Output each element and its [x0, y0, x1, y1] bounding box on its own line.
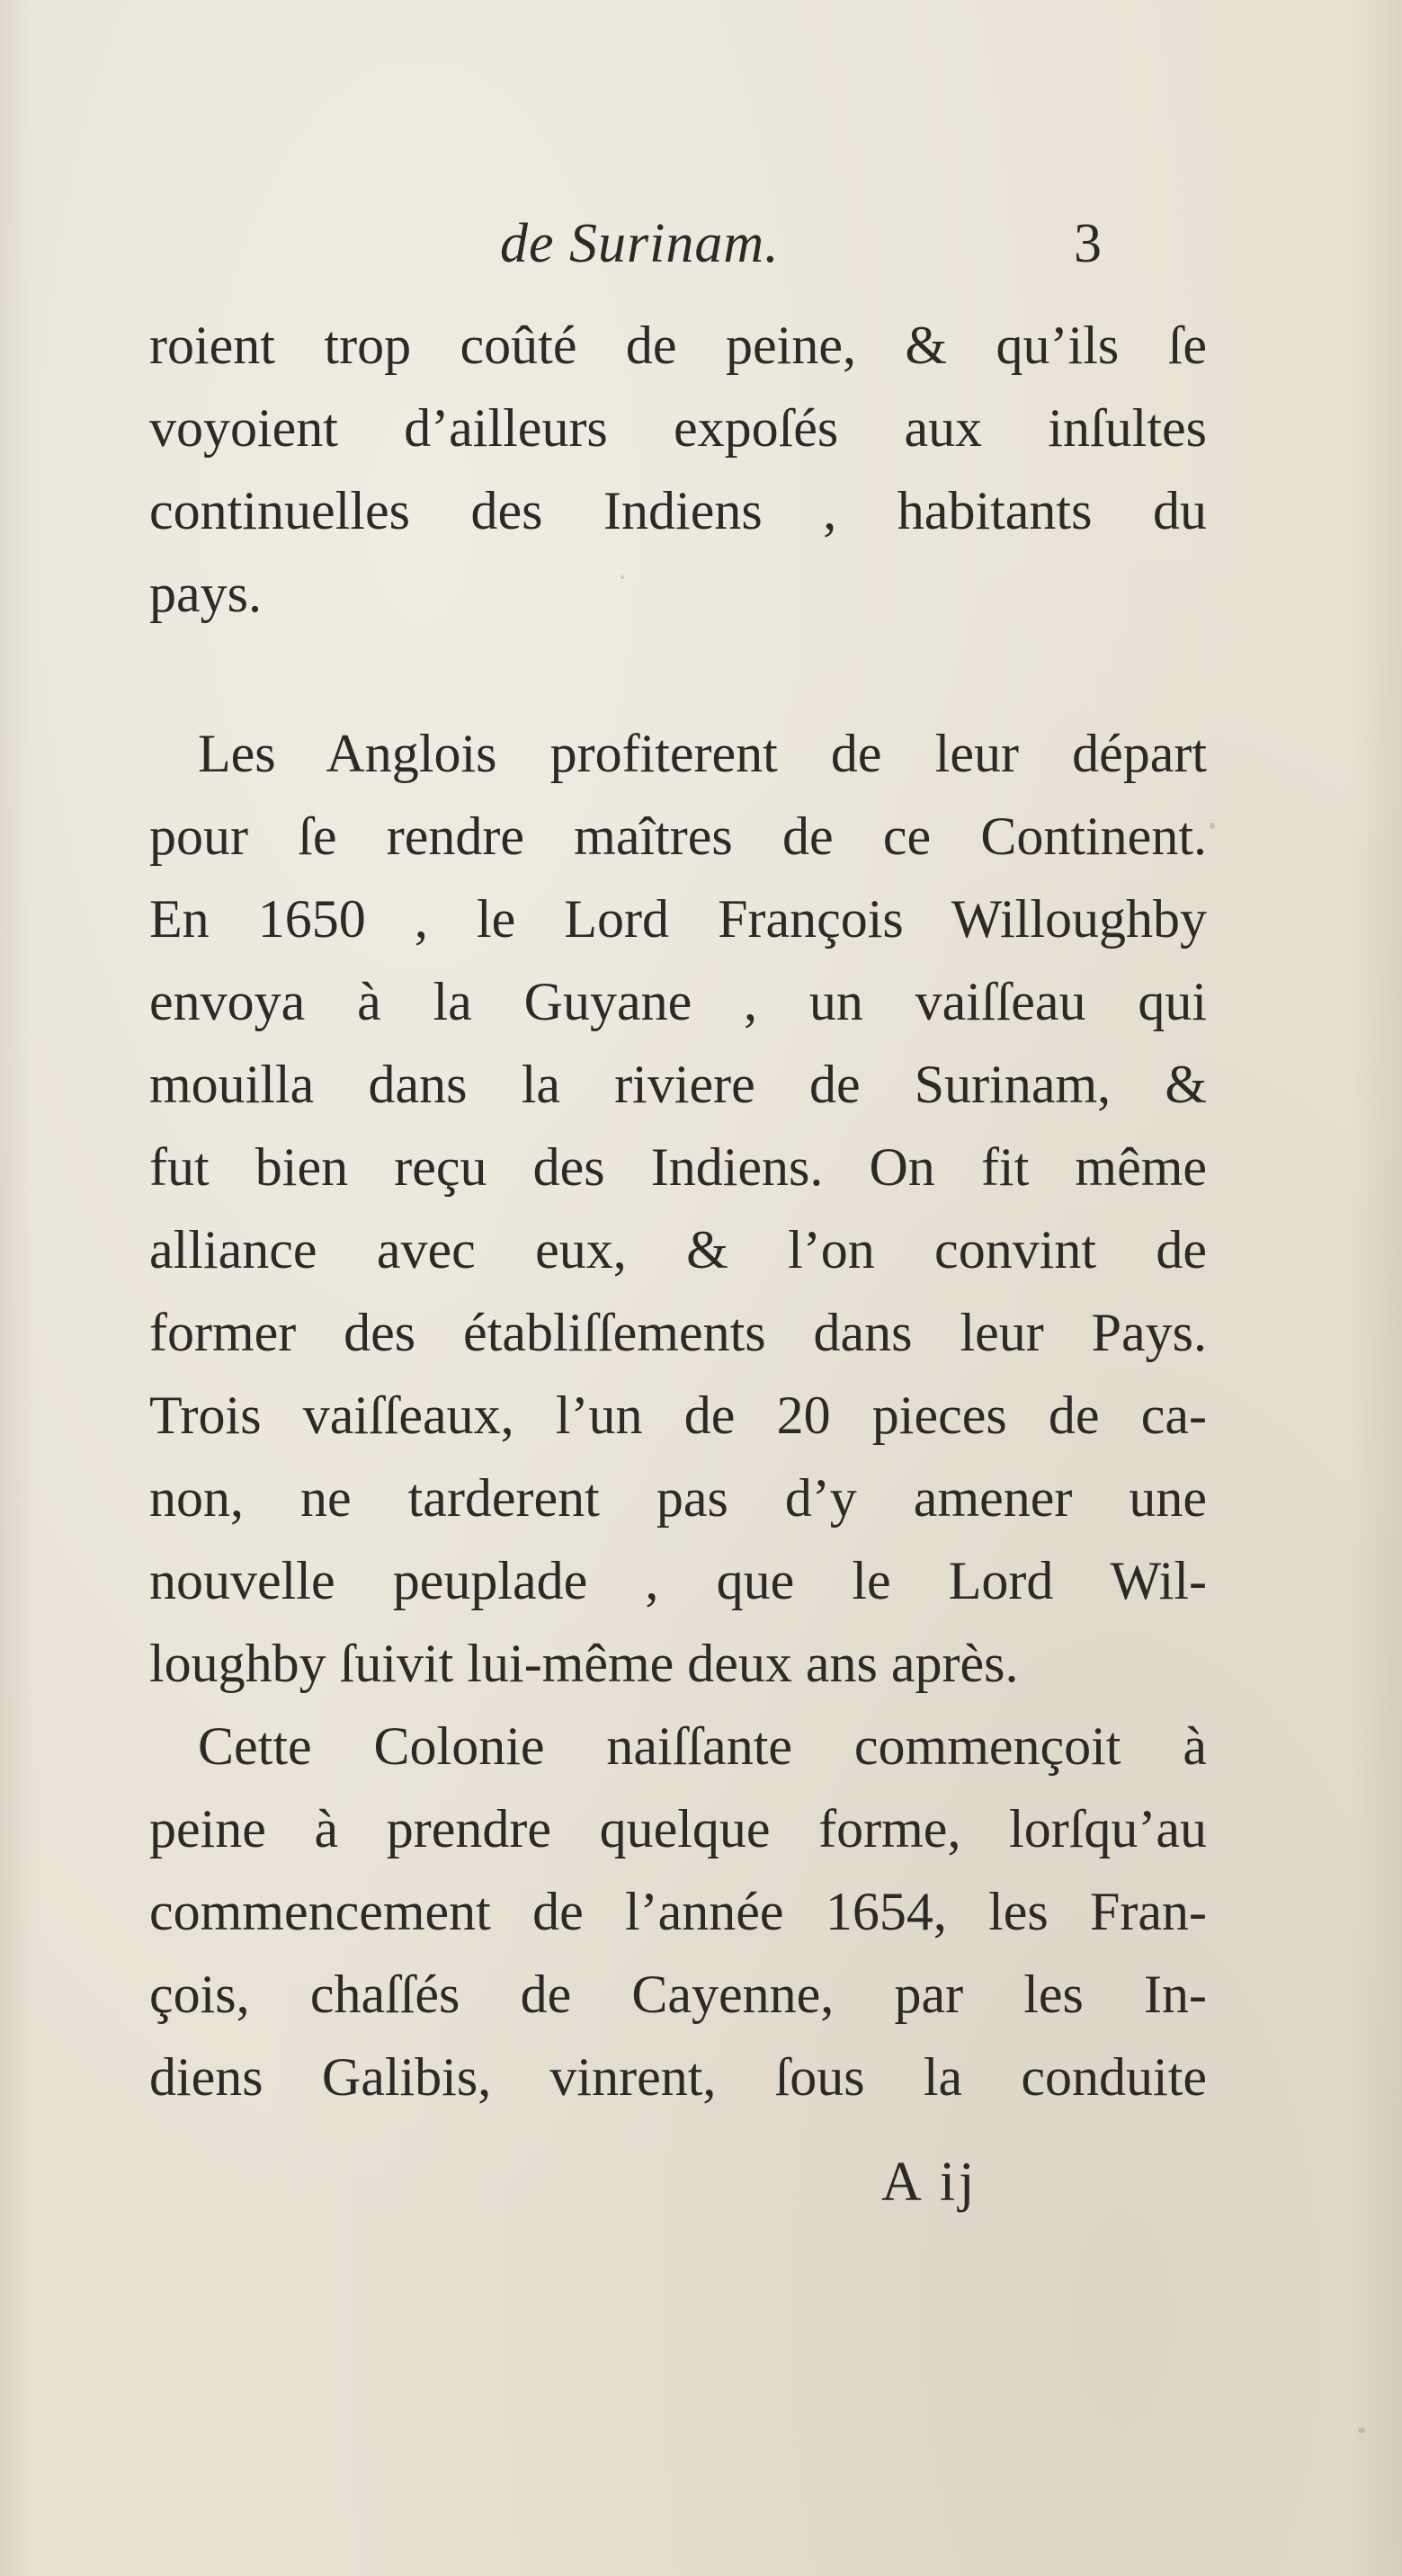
foxing-spot	[621, 575, 624, 579]
text-line: envoya à la Guyane , un vaiſſeau qui	[149, 972, 1207, 1031]
text-line: diens Galibis, vinrent, ſous la conduite	[149, 2047, 1207, 2107]
page-footer	[0, 2151, 1402, 2223]
text-line: former des établiſſements dans leur Pays.	[149, 1303, 1207, 1362]
text-line: fut bien reçu des Indiens. On fit même	[149, 1137, 1207, 1197]
text-line: roient trop coûté de peine, & qu’ils ſe	[149, 316, 1207, 375]
text-line: non, ne tarderent pas d’y amener une	[149, 1468, 1207, 1528]
body-text	[149, 304, 1207, 2118]
signature-mark: A ij	[881, 2152, 978, 2213]
paragraph-gap	[149, 635, 1207, 712]
text-line: commencement de l’année 1654, les Fran-	[149, 1882, 1207, 1941]
text-line: continuelles des Indiens , habitants du	[149, 481, 1207, 540]
text-line: pour ſe rendre maîtres de ce Continent.	[149, 807, 1207, 866]
text-line: alliance avec eux, & l’on convint de	[149, 1220, 1207, 1279]
page-header	[0, 212, 1402, 284]
text-line: loughby ſuivit lui-même deux ans après.	[149, 1634, 1019, 1693]
text-line: En 1650 , le Lord François Willoughby	[149, 889, 1207, 949]
text-line: pays.	[149, 564, 262, 623]
text-line: Trois vaiſſeaux, l’un de 20 pieces de ca-	[149, 1386, 1207, 1445]
text-line: nouvelle peuplade , que le Lord Wil-	[149, 1551, 1207, 1610]
text-line: voyoient d’ailleurs expoſés aux inſultes	[149, 398, 1207, 458]
text-line: peine à prendre quelque forme, lorſqu’au	[149, 1799, 1207, 1858]
foxing-spot	[1358, 2428, 1365, 2433]
text-line: Les Anglois profiterent de leur départ	[198, 724, 1207, 783]
text-line: Cette Colonie naiſſante commençoit à	[198, 1716, 1207, 1776]
text-line: çois, chaſſés de Cayenne, par les In-	[149, 1965, 1207, 2024]
page-number: 3	[1074, 213, 1102, 274]
text-line: mouilla dans la riviere de Surinam, &	[149, 1055, 1207, 1114]
running-head: de Surinam.	[500, 213, 780, 274]
foxing-spot	[1210, 823, 1215, 829]
